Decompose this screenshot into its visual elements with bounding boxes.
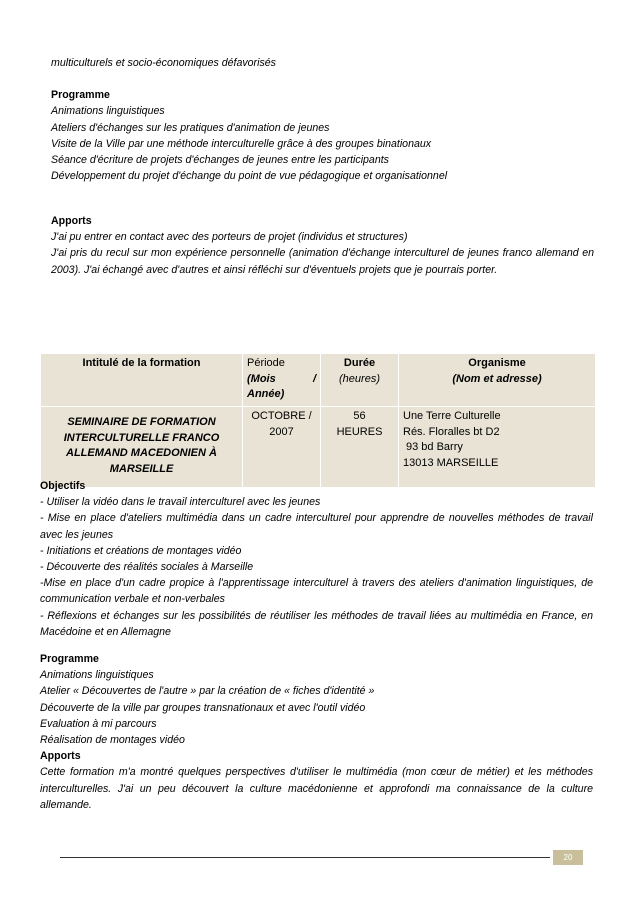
row-duree-value: 56: [353, 410, 366, 422]
objectifs-heading: Objectifs: [40, 480, 86, 492]
spacer: [51, 71, 591, 87]
programme-item: Visite de la Ville par une méthode interculturelle grâce à des groupes binationaux: [51, 137, 432, 150]
programme-item: Ateliers d'échanges sur les pratiques d'animation de jeunes: [51, 121, 330, 134]
apports-line: J'ai pu entrer en contact avec des porteurs de projet (individus et structures): [51, 231, 408, 244]
section-programme-1: [51, 55, 591, 184]
header-duree-label: Durée: [343, 357, 376, 369]
programme-item: Animations linguistiques: [51, 105, 165, 118]
header-periode-mois: (Mois: [247, 372, 276, 385]
programme-item: Séance d'écriture de projets d'échanges de jeunes entre les participants: [51, 154, 389, 167]
programme-heading: Programme: [51, 89, 110, 102]
page-number: 20: [553, 850, 583, 865]
apports-paragraph: J'ai pris du recul sur mon expérience personnelle (animation d'échange interculturel de jeunes franco allemand en 2003). J'ai échangé avec d'autres et ainsi réfléchi sur d'éventuels projets que je pourrais porter.: [51, 247, 594, 276]
header-duree-unit: (heures): [339, 372, 380, 385]
programme-item: Développement du projet d'échange du point de vue pédagogique et organisationnel: [51, 170, 448, 183]
objectif-item: - Initiations et créations de montages vidéo: [40, 544, 242, 557]
header-periode: [243, 354, 321, 407]
row-periode: [243, 407, 321, 488]
objectif-item: - Découverte des réalités sociales à Marseille: [40, 561, 254, 574]
footer-divider: [60, 857, 550, 858]
row-duree: [321, 407, 399, 488]
header-organisme: [399, 354, 596, 407]
header-intitule: Intitulé de la formation: [41, 354, 243, 407]
row-duree-unit: HEURES: [336, 425, 383, 438]
objectif-item: - Réflexions et échanges sur les possibilités de réutiliser les méthodes de travail liées au multimédia en France, en Macédoine et en Allemagne: [40, 609, 593, 638]
row-org-line: 13013 MARSEILLE: [403, 456, 499, 469]
apports-paragraph: Cette formation m'a montré quelques perspectives d'utiliser le multimédia (mon cœur de métier) et les méthodes interculturelles. J'ai un peu découvert la culture macédonienne et approfondi ma connaissance de la culture allemande.: [40, 766, 593, 811]
row-intitule: SEMINAIRE DE FORMATION INTERCULTURELLE FRANCO ALLEMAND MACEDONIEN À MARSEILLE: [41, 407, 243, 488]
apports-heading: Apports: [51, 215, 92, 227]
section-objectifs: [40, 478, 593, 640]
programme-item: Découverte de la ville par groupes transnationaux et avec l'outil vidéo: [40, 701, 366, 714]
table-row: [41, 407, 596, 488]
programme-item: Atelier « Découvertes de l'autre » par la création de « fiches d'identité »: [40, 685, 375, 698]
intro-line: multiculturels et socio-économiques défavorisés: [51, 57, 276, 69]
header-duree: [321, 354, 399, 407]
row-org-line: Rés. Floralles bt D2: [403, 425, 500, 438]
row-periode-year: 2007: [269, 425, 294, 438]
apports-heading: Apports: [40, 750, 81, 763]
objectif-item: -Mise en place d'un cadre propice à l'apprentissage interculturel à travers des ateliers d'animation linguistiques, de communication verbale et non-verbales: [40, 577, 593, 606]
section-programme-2: [40, 651, 593, 813]
row-periode-month: OCTOBRE /: [251, 410, 312, 422]
formation-table: [40, 353, 596, 488]
objectif-item: - Mise en place d'ateliers multimédia dans un cadre interculturel pour apprendre de nouvelles méthodes de travail avec les jeunes: [40, 512, 593, 541]
section-apports-1: [51, 213, 594, 278]
programme-item: Evaluation à mi parcours: [40, 717, 157, 730]
row-organisme: [399, 407, 596, 488]
programme-item: Réalisation de montages vidéo: [40, 734, 185, 747]
row-org-name: Une Terre Culturelle: [403, 410, 501, 422]
header-organisme-label: Organisme: [468, 357, 526, 369]
header-periode-slash: /: [312, 372, 316, 385]
objectif-item: - Utiliser la vidéo dans le travail interculturel avec les jeunes: [40, 496, 321, 509]
header-organisme-sub: (Nom et adresse): [452, 372, 542, 385]
header-periode-mois-row: [247, 372, 316, 388]
programme-heading: Programme: [40, 653, 99, 665]
programme-item: Animations linguistiques: [40, 669, 154, 682]
row-org-line: 93 bd Barry: [406, 441, 463, 453]
header-periode-annee: Année): [247, 388, 285, 400]
table-header-row: [41, 354, 596, 407]
header-periode-label: Période: [247, 357, 285, 369]
